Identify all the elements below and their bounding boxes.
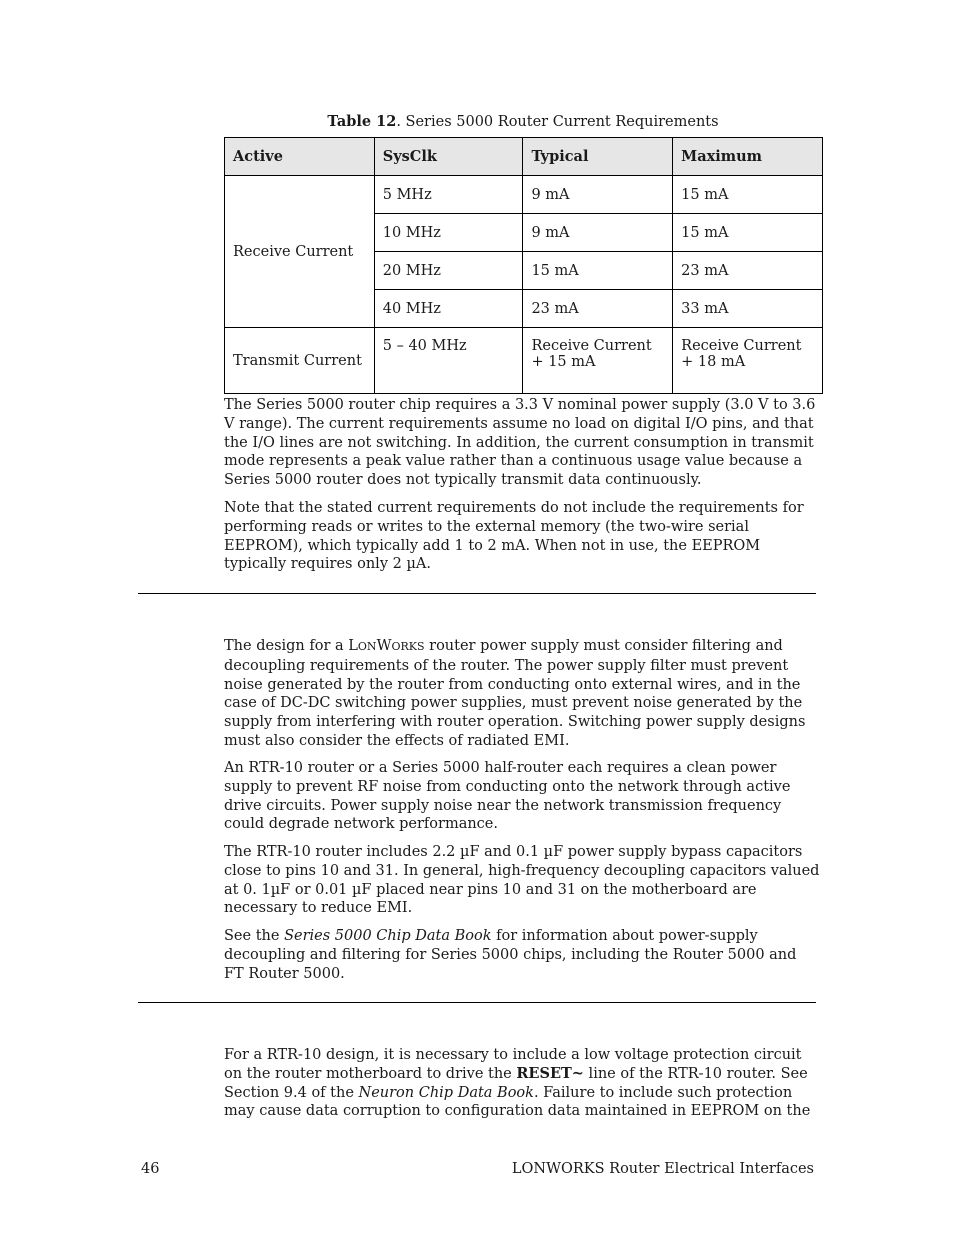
text-run: router power supply must consider filtering and decoupling requirements of the router. The power supply filter must prevent noise generated by the router from conducting onto external wires, and in the case of DC-DC switching power supplies, must prevent noise generated by the supply from interfering with router operation. Switching power supply designs must also consider the effects of radiated EMI. bbox=[224, 638, 806, 749]
text-run: line of the RTR-10 router. See Section 9.4 of the bbox=[224, 1065, 808, 1101]
text-run: for information about power-supply decoupling and filtering for Series 5000 chips, including the Router 5000 and FT Router 5000. bbox=[224, 928, 797, 982]
small-caps-run: ON bbox=[357, 640, 377, 653]
typical-line-1: Receive Current bbox=[531, 338, 652, 354]
sysclk-cell: 40 MHz bbox=[374, 290, 523, 328]
typical-cell: 15 mA bbox=[523, 252, 673, 290]
maximum-cell: 33 mA bbox=[673, 290, 823, 328]
table-header-row bbox=[225, 138, 823, 176]
maximum-cell bbox=[673, 328, 823, 394]
header-sysclk: SysClk bbox=[374, 138, 523, 176]
table-caption-label: Table 12 bbox=[327, 113, 397, 130]
paragraph-clean-supply: An RTR-10 router or a Series 5000 half-router each requires a clean power supply to prevent RF noise from conducting onto the network through active drive circuits. Power supply noise near the network transmission frequency could degrade network performance. bbox=[224, 760, 791, 833]
maximum-cell: 15 mA bbox=[673, 176, 823, 214]
text-run: For a RTR-10 design, it is necessary to include a low voltage protection circuit on the router motherboard to drive the bbox=[224, 1047, 802, 1082]
header-active: Active bbox=[225, 138, 375, 176]
maximum-cell: 15 mA bbox=[673, 214, 823, 252]
typical-cell: 23 mA bbox=[523, 290, 673, 328]
typical-cell: 9 mA bbox=[523, 214, 673, 252]
text-run: W bbox=[376, 638, 392, 654]
paragraph-design bbox=[224, 637, 820, 751]
table-caption bbox=[224, 113, 822, 130]
receive-current-label: Receive Current bbox=[225, 176, 375, 328]
book-title: Series 5000 Chip Data Book bbox=[284, 928, 492, 944]
paragraph-low-voltage bbox=[224, 1046, 820, 1121]
sysclk-cell: 5 – 40 MHz bbox=[374, 328, 523, 394]
paragraph-eeprom-note: Note that the stated current requirements do not include the requirements for performing reads or writes to the external memory (the two-wire serial EEPROM), which typically add 1 to 2 mA. When not in use, the EEPROM typically requires only 2 µA. bbox=[224, 500, 804, 573]
transmit-current-label: Transmit Current bbox=[225, 328, 375, 394]
maximum-line-1: Receive Current bbox=[681, 338, 802, 354]
section-divider bbox=[138, 593, 816, 594]
book-title: Neuron Chip Data Book bbox=[358, 1084, 534, 1101]
table-caption-text: . Series 5000 Router Current Requirements bbox=[396, 114, 719, 130]
paragraph-capacitors: The RTR-10 router includes 2.2 µF and 0.1 µF power supply bypass capacitors close to pins 10 and 31. In general, high-frequency decoupling capacitors valued at 0. 1µF or 0.01 µF placed near pins 10 and 31 on the motherboard are necessary to reduce EMI. bbox=[224, 844, 820, 917]
sysclk-cell: 5 MHz bbox=[374, 176, 523, 214]
typical-cell bbox=[523, 328, 673, 394]
paragraph-see-data-book bbox=[224, 927, 820, 983]
paragraph-power-supply: The Series 5000 router chip requires a 3.3 V nominal power supply (3.0 V to 3.6 V range). The current requirements assume no load on digital I/O pins, and that the I/O lines are not switching. In addition, the current consumption in transmit mode represents a peak value rather than a continuous usage value because a Series 5000 router does not typically transmit data continuously. bbox=[224, 397, 816, 489]
footer-title: LONWORKS Router Electrical Interfaces bbox=[511, 1161, 814, 1177]
typical-cell: 9 mA bbox=[523, 176, 673, 214]
table-row bbox=[225, 176, 823, 214]
sysclk-cell: 10 MHz bbox=[374, 214, 523, 252]
text-run: See the bbox=[224, 928, 285, 944]
sysclk-cell: 20 MHz bbox=[374, 252, 523, 290]
text-run: The design for a L bbox=[224, 638, 358, 654]
page-number: 46 bbox=[141, 1161, 160, 1177]
small-caps-run: ORKS bbox=[391, 640, 425, 653]
header-typical: Typical bbox=[523, 138, 673, 176]
table-row-transmit bbox=[225, 328, 823, 394]
current-requirements-table bbox=[224, 137, 823, 394]
header-maximum: Maximum bbox=[673, 138, 823, 176]
text-run: . Failure to include such protection may cause data corruption to configuration data maintained in EEPROM on the bbox=[224, 1084, 811, 1120]
maximum-cell: 23 mA bbox=[673, 252, 823, 290]
reset-signal: RESET~ bbox=[516, 1064, 584, 1082]
section-divider bbox=[138, 1002, 816, 1003]
typical-line-2: + 15 mA bbox=[531, 354, 596, 370]
maximum-line-2: + 18 mA bbox=[681, 354, 746, 370]
